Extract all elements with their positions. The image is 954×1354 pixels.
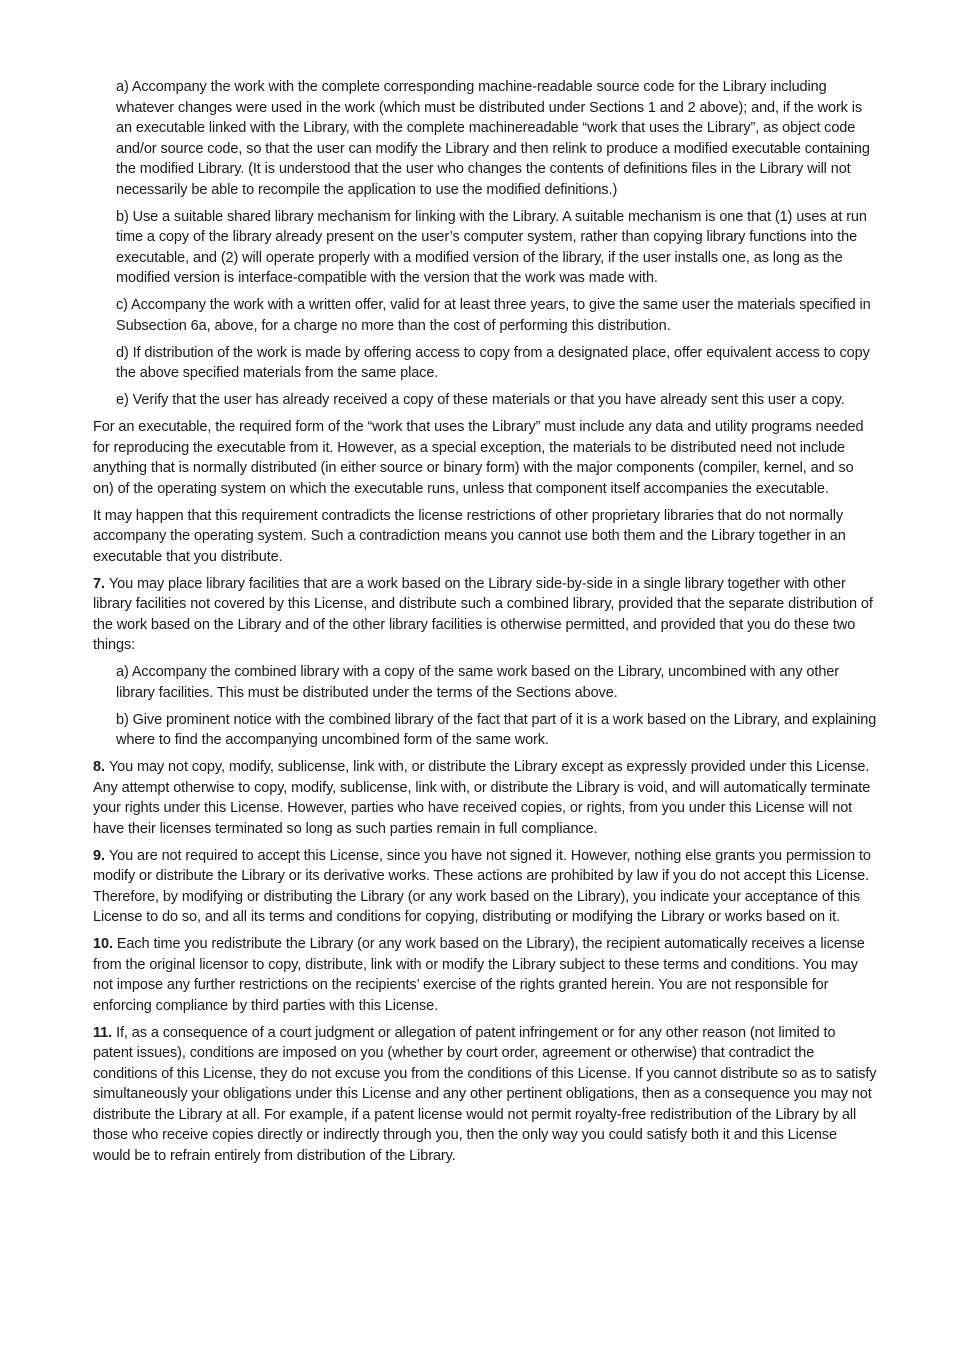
section-11-number: 11.: [93, 1024, 113, 1041]
license-document: [93, 77, 877, 1173]
section-10-text: Each time you redistribute the Library (or any work based on the Library), the recipient automatically receives a license from the original licensor to copy, distribute, link with or modify the Library subject to these terms and conditions. You may not impose any further restrictions on the recipients’ exercise of the rights granted herein. You are not responsible for enforcing compliance by third parties with this License.: [93, 936, 865, 1014]
section-8-text: You may not copy, modify, sublicense, link with, or distribute the Library except as expressly provided under this License. Any attempt otherwise to copy, modify, sublicense, link with, or distribute the Library is void, and will automatically terminate your rights under this License. However, parties who have received copies, or rights, from you under this License will not have their licenses terminated so long as such parties remain in full compliance.: [93, 759, 871, 837]
section-7-item-b: b) Give prominent notice with the combined library of the fact that part of it is a work based on the Library, and explaining where to find the accompanying uncombined form of the same work.: [116, 711, 877, 748]
section-9-number: 9.: [93, 847, 105, 864]
section-10-number: 10.: [93, 936, 113, 952]
section-8-number: 8.: [93, 759, 105, 775]
section-11: [93, 1023, 877, 1167]
section-9-text: You are not required to accept this License, since you have not signed it. However, nothing else grants you permission to modify or distribute the Library or its derivative works. These actions are prohibited by law if you do not accept this License. Therefore, by modifying or distributing the Library (or any work based on the Library), you indicate your acceptance of this License to do so, and all its terms and conditions for copying, distributing or modifying the Library or works based on it.: [93, 847, 871, 925]
section-7-text: You may place library facilities that are a work based on the Library side-by-side in a single library together with other library facilities not covered by this License, and distribute such a combined library, provided that the separate distribution of the work based on the Library and of the other library facilities is otherwise permitted, and provided that you do these two things:: [93, 575, 873, 653]
executable-paragraph: For an executable, the required form of the “work that uses the Library” must include any data and utility programs needed for reproducing the executable from it. However, as a special exception, the materials to be distributed need not include anything that is normally distributed (in either source or binary form) with the major components (compiler, kernel, and so on) of the operating system on which the executable runs, unless that component itself accompanies the executable.: [93, 419, 864, 497]
section-6-item-d: d) If distribution of the work is made by offering access to copy from a designated place, offer equivalent access to copy the above specified materials from the same place.: [116, 344, 870, 381]
section-7: [93, 574, 877, 656]
section-7-item-a: a) Accompany the combined library with a copy of the same work based on the Library, uncombined with any other library facilities. This must be distributed under the terms of the Sections above.: [116, 664, 839, 701]
section-6-item-e: e) Verify that the user has already received a copy of these materials or that you have already sent this user a copy.: [116, 392, 845, 408]
section-6-item-c: c) Accompany the work with a written offer, valid for at least three years, to give the same user the materials specified in Subsection 6a, above, for a charge no more than the cost of performing this distribution.: [116, 297, 871, 334]
section-9: [93, 846, 877, 928]
section-10: [93, 934, 877, 1016]
section-8: [93, 757, 877, 839]
section-7-number: 7.: [93, 575, 105, 592]
section-6-item-b: b) Use a suitable shared library mechanism for linking with the Library. A suitable mechanism is one that (1) uses at run time a copy of the library already present on the user’s computer system, rather than copying library functions into the executable, and (2) will operate properly with a modified version of the library, if the user installs one, as long as the modified version is interface-compatible with the version that the work was made with.: [116, 208, 867, 286]
section-6-item-a: a) Accompany the work with the complete corresponding machine-readable source code for the Library including whatever changes were used in the work (which must be distributed under Sections 1 and 2 above); and, if the work is an executable linked with the Library, with the complete machinereadable “work that uses the Library”, as object code and/or source code, so that the user can modify the Library and then relink to produce a modified executable containing the modified Library. (It is understood that the user who changes the contents of definitions files in the Library will not necessarily be able to recompile the application to use the modified definitions.): [116, 79, 870, 198]
section-11-text: If, as a consequence of a court judgment or allegation of patent infringement or for any other reason (not limited to patent issues), conditions are imposed on you (whether by court order, agreement or otherwise) that contradict the conditions of this License, they do not excuse you from the conditions of this License. If you cannot distribute so as to satisfy simultaneously your obligations under this License and any other pertinent obligations, then as a consequence you may not distribute the Library at all. For example, if a patent license would not permit royalty-free redistribution of the Library by all those who receive copies directly or indirectly through you, then the only way you could satisfy both it and this License would be to refrain entirely from distribution of the Library.: [93, 1024, 877, 1164]
contradiction-paragraph: It may happen that this requirement contradicts the license restrictions of other proprietary libraries that do not normally accompany the operating system. Such a contradiction means you cannot use both them and the Library together in an executable that you distribute.: [93, 507, 846, 565]
